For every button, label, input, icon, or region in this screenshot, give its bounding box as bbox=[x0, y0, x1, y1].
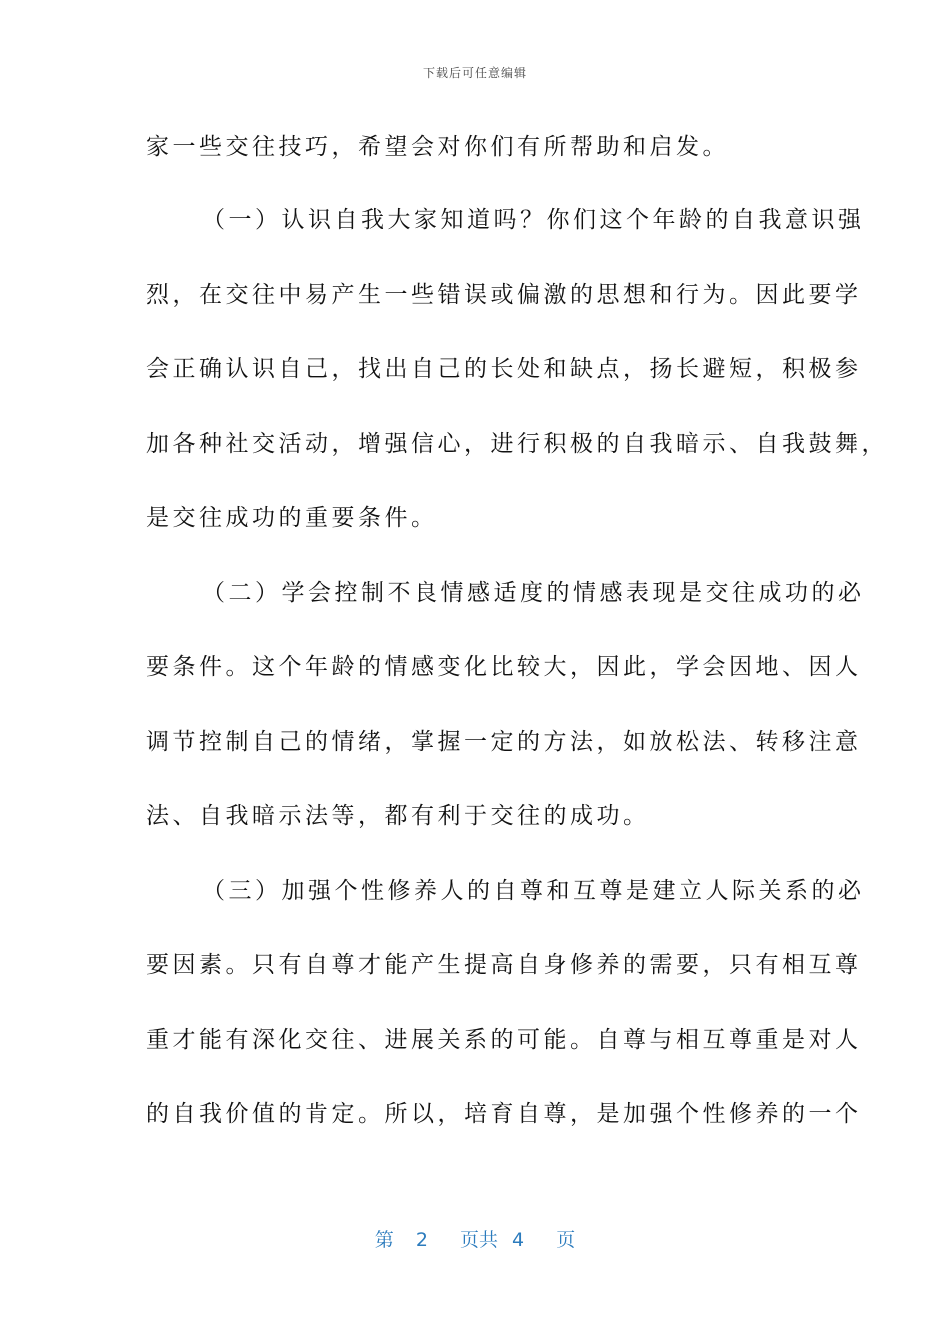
current-page-number: 2 bbox=[415, 1229, 428, 1251]
total-pages-number: 4 bbox=[512, 1229, 525, 1251]
body-line: 是交往成功的重要条件。 bbox=[146, 505, 438, 531]
body-line: 调节控制自己的情绪，掌握一定的方法，如放松法、转移注意 bbox=[146, 729, 862, 755]
body-line: 要因素。只有自尊才能产生提高自身修养的需要，只有相互尊 bbox=[146, 952, 862, 978]
header-note: 下载后可任意编辑 bbox=[422, 66, 527, 80]
page-label-mid: 页共 bbox=[459, 1229, 498, 1251]
body-line: 要条件。这个年龄的情感变化比较大，因此，学会因地、因人 bbox=[146, 654, 862, 680]
body-line: 的自我价值的肯定。所以，培育自尊，是加强个性修养的一个 bbox=[146, 1101, 862, 1127]
body-line: 法、自我暗示法等，都有利于交往的成功。 bbox=[146, 803, 650, 829]
body-line: 重才能有深化交往、进展关系的可能。自尊与相互尊重是对人 bbox=[146, 1027, 862, 1053]
body-line: （一）认识自我大家知道吗？你们这个年龄的自我意识强 bbox=[202, 207, 865, 233]
page-label-after: 页 bbox=[556, 1229, 576, 1251]
page-label-before: 第 bbox=[374, 1229, 394, 1251]
body-line: 加各种社交活动，增强信心，进行积极的自我暗示、自我鼓舞， bbox=[146, 431, 888, 457]
body-line: 烈，在交往中易产生一些错误或偏激的思想和行为。因此要学 bbox=[146, 282, 862, 308]
body-line: 会正确认识自己，找出自己的长处和缺点，扬长避短，积极参 bbox=[146, 356, 862, 382]
body-line: （二）学会控制不良情感适度的情感表现是交往成功的必 bbox=[202, 580, 865, 606]
body-line: （三）加强个性修养人的自尊和互尊是建立人际关系的必 bbox=[202, 878, 865, 904]
page-footer bbox=[0, 1225, 950, 1252]
body-line: 家一些交往技巧，希望会对你们有所帮助和启发。 bbox=[146, 134, 729, 160]
